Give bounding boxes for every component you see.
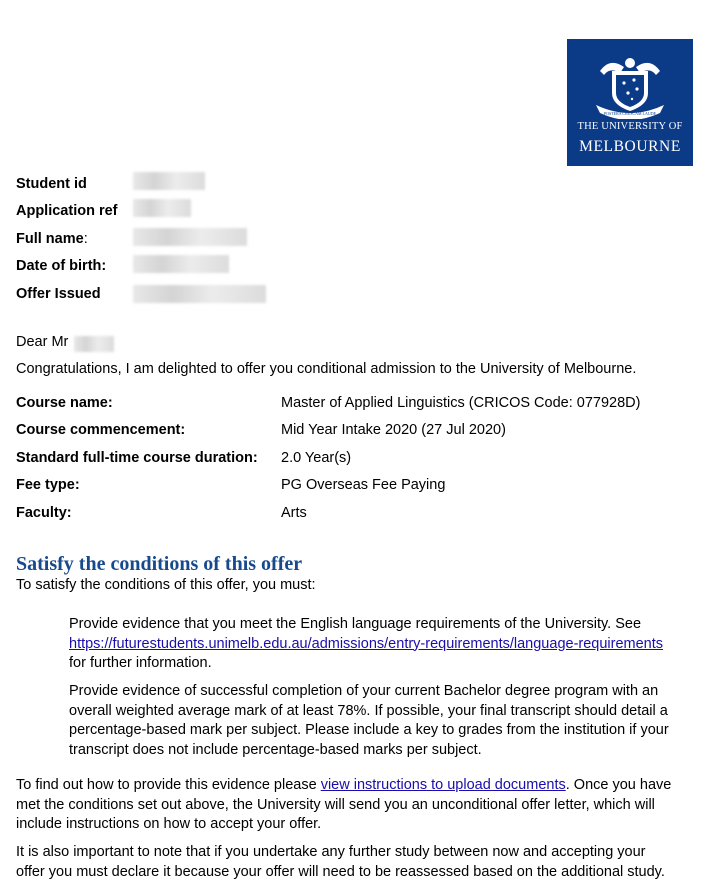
student-field-row bbox=[16, 225, 134, 253]
logo-line-1: THE UNIVERSITY OF bbox=[577, 121, 683, 132]
student-field-row bbox=[16, 280, 134, 308]
evidence-text: . Once you have met the conditions set out above, the University will send you an unconditional offer letter, which will include instructions on how to accept your offer. bbox=[16, 777, 672, 832]
course-detail-label: Course name: bbox=[16, 394, 113, 411]
greeting: Dear Mr bbox=[16, 334, 69, 350]
student-field-label: Student id bbox=[16, 175, 87, 192]
course-detail-row bbox=[16, 444, 640, 472]
course-detail-value: Master of Applied Linguistics (CRICOS Code: 077928D) bbox=[281, 394, 641, 411]
congratulations-text: Congratulations, I am delighted to offer you conditional admission to the University of Melbourne. bbox=[16, 361, 637, 377]
conditions-intro: To satisfy the conditions of this offer, you must: bbox=[16, 577, 316, 593]
course-detail-label: Course commencement: bbox=[16, 422, 186, 439]
logo-ribbon: POSTERA CRESCAM LAUDE bbox=[603, 111, 657, 116]
condition-text: Provide evidence that you meet the English language requirements of the University. See bbox=[69, 616, 642, 632]
university-logo bbox=[567, 39, 693, 166]
course-detail-value: 2.0 Year(s) bbox=[281, 449, 352, 466]
course-details bbox=[16, 389, 640, 527]
language-requirements-link[interactable]: https://futurestudents.unimelb.edu.au/admissions/entry-requirements/language-requirements bbox=[69, 635, 664, 652]
course-detail-value: PG Overseas Fee Paying bbox=[281, 477, 446, 494]
course-detail-value: Mid Year Intake 2020 (27 Jul 2020) bbox=[281, 422, 506, 439]
course-detail-label: Faculty: bbox=[16, 504, 72, 521]
evidence-text: To find out how to provide this evidence please bbox=[16, 777, 317, 793]
student-field-label: Application ref bbox=[16, 203, 118, 220]
student-field-row bbox=[16, 253, 134, 281]
evidence-paragraph bbox=[16, 776, 676, 835]
condition-bachelor-completion: Provide evidence of successful completion of your current Bachelor degree program with an overall weighted average mark of at least 78%. If possible, your final transcript should detail a percentage-based mark per subject. Please include a key to grades from the institution if your transcript does not include percentage-based marks per subject. bbox=[69, 683, 669, 758]
logo-line-2: MELBOURNE bbox=[579, 138, 681, 155]
student-field-row bbox=[16, 198, 134, 226]
course-detail-label: Fee type: bbox=[16, 477, 80, 494]
student-field-row bbox=[16, 170, 134, 198]
student-field-label: Full name: bbox=[16, 230, 88, 247]
redacted-full-name bbox=[133, 228, 247, 246]
condition-text: for further information. bbox=[69, 655, 212, 671]
redacted-application-ref bbox=[133, 199, 191, 217]
redacted-date-of-birth bbox=[133, 255, 229, 273]
course-detail-row bbox=[16, 417, 640, 445]
student-field-label: Date of birth: bbox=[16, 258, 107, 275]
further-study-paragraph: It is also important to note that if you undertake any further study between now and accepting your offer you must declare it because your offer will need to be reassessed based on the additional study. bbox=[16, 844, 665, 880]
redacted-student-id bbox=[133, 172, 205, 190]
crest-icon bbox=[590, 49, 670, 119]
conditions-heading: Satisfy the conditions of this offer bbox=[16, 553, 303, 575]
upload-instructions-link[interactable]: view instructions to upload documents bbox=[320, 777, 566, 793]
course-detail-row bbox=[16, 499, 640, 527]
course-detail-label: Standard full-time course duration: bbox=[16, 449, 258, 466]
condition-english-requirement bbox=[69, 615, 669, 674]
course-detail-value: Arts bbox=[281, 504, 307, 521]
student-details bbox=[16, 170, 134, 308]
course-detail-row bbox=[16, 389, 640, 417]
student-field-label: Offer Issued bbox=[16, 285, 101, 302]
redacted-offer-issued bbox=[133, 285, 266, 303]
course-detail-row bbox=[16, 472, 640, 500]
redacted-surname bbox=[74, 336, 114, 352]
